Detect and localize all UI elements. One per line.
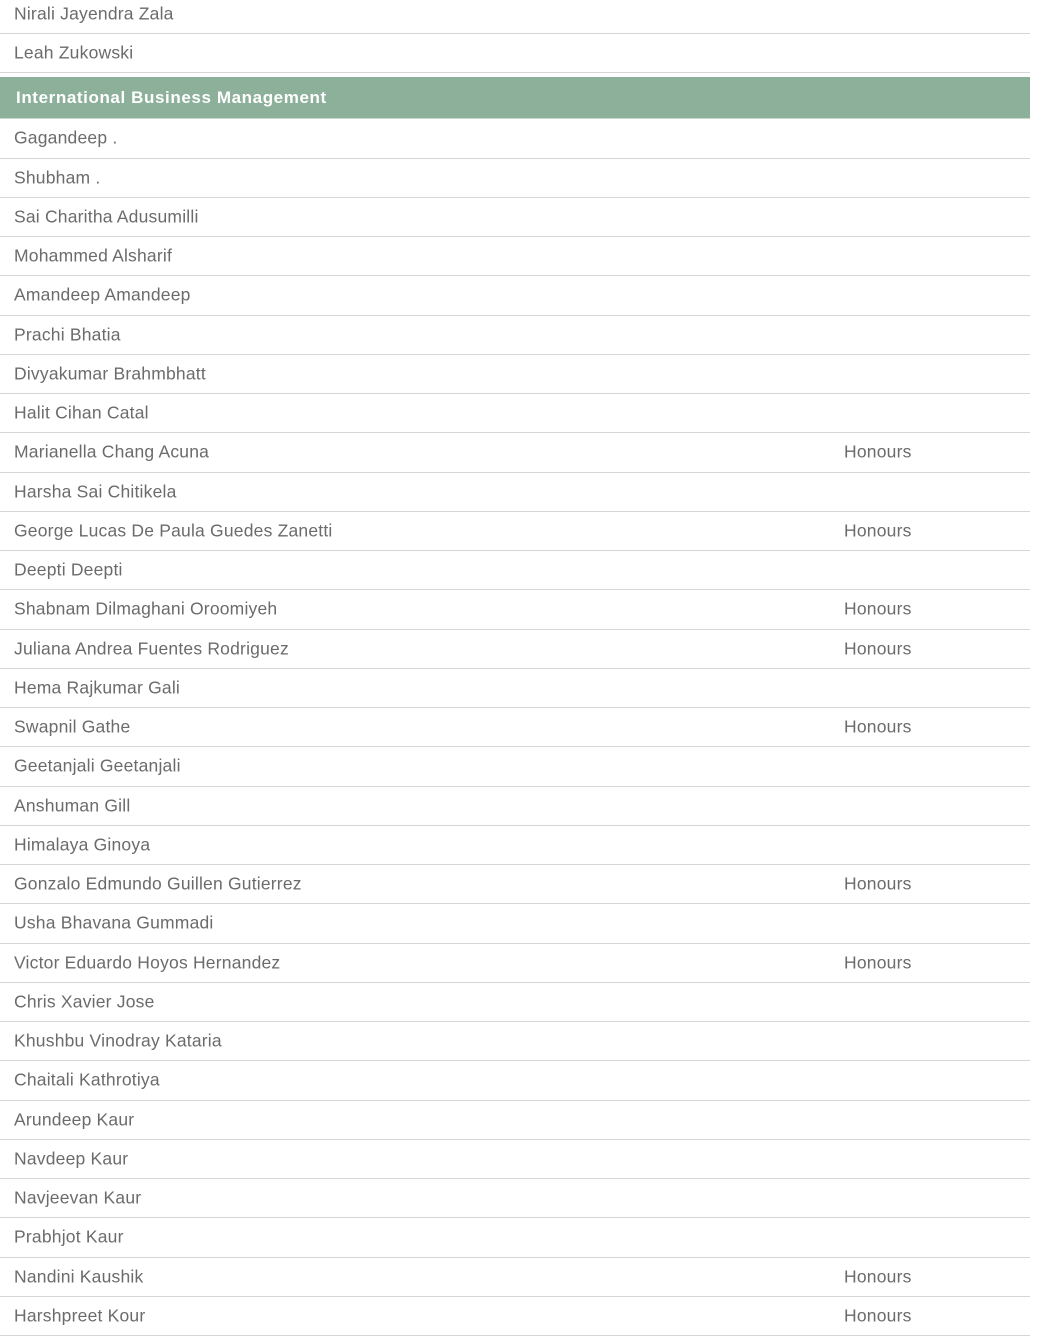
list-item <box>0 512 1030 551</box>
list-item <box>0 904 1030 943</box>
list-item <box>0 747 1030 786</box>
honours-label: Honours <box>844 520 912 541</box>
student-name: Swapnil Gathe <box>14 716 131 737</box>
list-item <box>0 865 1030 904</box>
student-name: Khushbu Vinodray Kataria <box>14 1030 222 1051</box>
student-name: Chaitali Kathrotiya <box>14 1069 160 1090</box>
student-name: Prachi Bhatia <box>14 324 121 345</box>
student-name: Geetanjali Geetanjali <box>14 755 181 776</box>
section-rows <box>0 119 1030 1336</box>
honours-label: Honours <box>844 1305 912 1326</box>
list-item <box>0 1179 1030 1218</box>
student-name: Nirali Jayendra Zala <box>14 3 174 24</box>
honours-label: Honours <box>844 441 912 462</box>
list-item <box>0 1258 1030 1297</box>
list-item <box>0 473 1030 512</box>
list-item <box>0 1297 1030 1336</box>
list-item <box>0 551 1030 590</box>
student-name: Sai Charitha Adusumilli <box>14 206 199 227</box>
list-item <box>0 630 1030 669</box>
honours-label: Honours <box>844 638 912 659</box>
section-header <box>0 77 1030 119</box>
list-item <box>0 316 1030 355</box>
list-item <box>0 1140 1030 1179</box>
student-name: Mohammed Alsharif <box>14 245 173 266</box>
student-name: Harshpreet Kour <box>14 1305 146 1326</box>
list-item <box>0 433 1030 472</box>
honours-label: Honours <box>844 598 912 619</box>
student-name: Amandeep Amandeep <box>14 284 191 305</box>
honours-label: Honours <box>844 873 912 894</box>
student-name: Arundeep Kaur <box>14 1109 135 1130</box>
list-item <box>0 198 1030 237</box>
list-item <box>0 983 1030 1022</box>
student-name: Shubham . <box>14 167 101 188</box>
student-name: Usha Bhavana Gummadi <box>14 912 214 933</box>
section-title: International Business Management <box>16 87 327 107</box>
previous-section-rows <box>0 0 1030 73</box>
student-name: Halit Cihan Catal <box>14 402 149 423</box>
list-item <box>0 394 1030 433</box>
list-item <box>0 355 1030 394</box>
student-name: Harsha Sai Chitikela <box>14 481 177 502</box>
list-item <box>0 826 1030 865</box>
list-item <box>0 34 1030 73</box>
student-name: Divyakumar Brahmbhatt <box>14 363 206 384</box>
student-name: Himalaya Ginoya <box>14 834 151 855</box>
list-item <box>0 1218 1030 1257</box>
student-name: Shabnam Dilmaghani Oroomiyeh <box>14 598 278 619</box>
student-name: Marianella Chang Acuna <box>14 441 210 462</box>
honours-label: Honours <box>844 952 912 973</box>
student-name: Navjeevan Kaur <box>14 1187 142 1208</box>
student-name: Juliana Andrea Fuentes Rodriguez <box>14 638 289 659</box>
list-item <box>0 237 1030 276</box>
student-name: Nandini Kaushik <box>14 1266 144 1287</box>
student-name: Victor Eduardo Hoyos Hernandez <box>14 952 281 973</box>
list-item <box>0 0 1030 34</box>
list-item <box>0 1022 1030 1061</box>
list-item <box>0 708 1030 747</box>
list-item <box>0 276 1030 315</box>
honours-label: Honours <box>844 1266 912 1287</box>
student-name: Leah Zukowski <box>14 42 134 63</box>
student-name: Anshuman Gill <box>14 795 131 816</box>
honours-label: Honours <box>844 716 912 737</box>
student-name: Gagandeep . <box>14 127 118 148</box>
list-item <box>0 944 1030 983</box>
student-name: George Lucas De Paula Guedes Zanetti <box>14 520 333 541</box>
student-name: Hema Rajkumar Gali <box>14 677 181 698</box>
student-name: Prabhjot Kaur <box>14 1226 124 1247</box>
list-item <box>0 669 1030 708</box>
student-name: Deepti Deepti <box>14 559 123 580</box>
list-item <box>0 787 1030 826</box>
list-item <box>0 1101 1030 1140</box>
student-name: Gonzalo Edmundo Guillen Gutierrez <box>14 873 302 894</box>
list-item <box>0 1061 1030 1100</box>
list-item <box>0 159 1030 198</box>
list-item <box>0 590 1030 629</box>
student-name: Navdeep Kaur <box>14 1148 129 1169</box>
list-item <box>0 119 1030 158</box>
student-name: Chris Xavier Jose <box>14 991 155 1012</box>
